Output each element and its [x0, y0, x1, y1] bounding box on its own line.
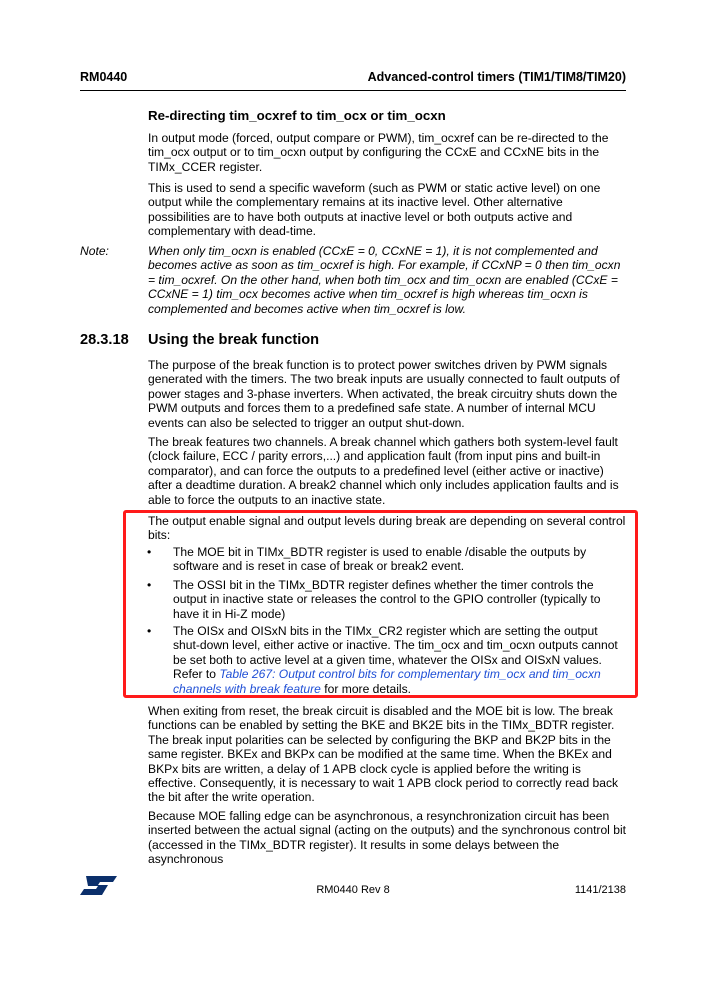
page-footer	[80, 874, 626, 904]
section-title: Using the break function	[148, 332, 320, 348]
page-number: 1141/2138	[574, 884, 626, 896]
section-paragraph-4: Because MOE falling edge can be asynchronous, a resynchronization circuit has been inserted between the actual signal (acting on the outputs) and the synchronous control bit (accessed in the TIMx_BDTR register). It results in some delays between the asynchronous	[148, 809, 627, 867]
footer-revision: RM0440 Rev 8	[316, 884, 390, 896]
subsection-paragraph-2: This is used to send a specific waveform (such as PWM or static active level) on one output while the complementary remains at its inactive level. Other alternative possibilities are to have both outputs at inactive level or both outputs active and complementary with dead-time.	[148, 181, 601, 239]
bullet-dot: •	[147, 624, 152, 638]
bullet-item-oisx: • The OISx and OISxN bits in the TIMx_CR2 register which are setting the output shut-down level, either active or inactive. The tim_ocx and tim_ocxn outputs cannot be set both to active level at a given time, whatever the OISx and OISxN values. Refer to Table 267: Output control bits for complementary tim_ocx and tim_ocxn channels with break feature for more details.	[147, 624, 618, 696]
section-paragraph-3: When exiting from reset, the break circuit is disabled and the MOE bit is low. The break functions can be enabled by setting the BKE and BK2E bits in the TIMx_BDTR register. The break input polarities can be selected by configuring the BKP and BK2P bits in the same register. BKEx and BKPx can be modified at the same time. When the BKEx and BKPx bits are written, a delay of 1 APB clock cycle is applied before the writing is effective. Consequently, it is necessary to wait 1 APB clock period to correctly read back the bit after the write operation.	[148, 704, 619, 805]
subsection-paragraph-1: In output mode (forced, output compare or PWM), tim_ocxref can be re-directed to the tim_ocx output or to tim_ocxn output by configuring the CCxE and CCxNE bits in the TIMx_CCER register.	[148, 131, 609, 174]
page-header	[80, 70, 626, 91]
bullet-item-ossi: • The OSSI bit in the TIMx_BDTR register defines whether the timer controls the output in inactive state or releases the control to the GPIO controller (typically to have it in Hi-Z mode)	[147, 578, 601, 621]
chapter-title: Advanced-control timers (TIM1/TIM8/TIM20)	[367, 70, 626, 84]
table-267-link[interactable]: Table 267: Output control bits for complementary tim_ocx and tim_ocxn channels with break feature	[173, 667, 601, 696]
section-paragraph-2: The break features two channels. A break channel which gathers both system-level fault (clock failure, ECC / parity errors,...) and application fault (from input pins and built-in comparator), and can force the outputs to a predefined level (either active or inactive) after a deadtime duration. A break2 channel which only includes application faults and is able to force the outputs to an inactive state.	[148, 435, 619, 507]
note-label: Note:	[80, 244, 109, 258]
note-text: When only tim_ocxn is enabled (CCxE = 0, CCxNE = 1), it is not complemented and becomes active as soon as tim_ocxref is high. For example, if CCxNP = 0 then tim_ocxn = tim_ocxref. On the other hand, when both tim_ocx and tim_ocxn are enabled (CCxE = CCxNE = 1) tim_ocx becomes active when tim_ocxref is high whereas tim_ocxn is complemented and becomes active when tim_ocxref is low.	[148, 244, 621, 316]
subsection-title: Re-directing tim_ocxref to tim_ocx or tim_ocxn	[148, 108, 446, 123]
boxed-intro: The output enable signal and output levels during break are depending on several control bits:	[148, 514, 626, 543]
section-paragraph-1: The purpose of the break function is to protect power switches driven by PWM signals generated with the timers. The two break inputs are usually connected to fault outputs of power stages and 3-phase inverters. When activated, the break circuitry shuts down the PWM outputs and forces them to a predefined safe state. A number of internal MCU events can also be selected to trigger an output shut-down.	[148, 358, 620, 430]
section-number: 28.3.18	[80, 332, 129, 348]
doc-id: RM0440	[80, 70, 128, 84]
bullet-item-moe: • The MOE bit in TIMx_BDTR register is used to enable /disable the outputs by software and is reset in case of break or break2 event.	[147, 545, 587, 574]
bullet-dot: •	[147, 545, 152, 559]
bullet-dot: •	[147, 578, 152, 592]
